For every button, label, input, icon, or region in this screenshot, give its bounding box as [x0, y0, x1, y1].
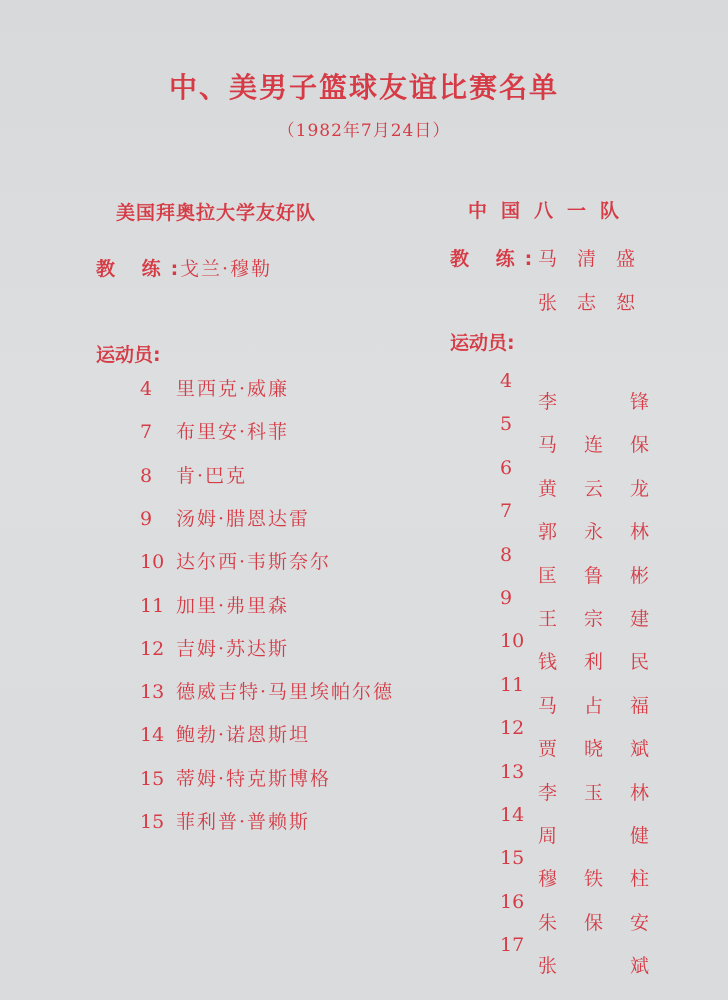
right-team-name: 中国八一队: [468, 200, 634, 222]
player-number: 7: [140, 421, 153, 444]
name-character: 柱: [630, 868, 650, 891]
player-number: 8: [140, 464, 153, 487]
player-row: [500, 673, 678, 717]
name-character: 保: [584, 911, 604, 934]
player-row: [140, 764, 331, 791]
player-number: 8: [500, 543, 513, 566]
name-character: 连: [584, 434, 604, 457]
right-coach-name: 马清盛: [538, 248, 656, 270]
player-number: 12: [500, 717, 525, 740]
player-row: [140, 374, 289, 401]
player-number: 13: [140, 681, 165, 704]
player-number: 9: [500, 587, 513, 609]
name-character: 利: [584, 651, 604, 674]
player-name: 里西克·威廉: [176, 378, 290, 400]
name-character: 马: [538, 434, 558, 457]
name-character: 晓: [584, 738, 604, 761]
name-character: 斌: [630, 738, 650, 761]
player-name: 吉姆·苏达斯: [176, 637, 290, 660]
player-row: [500, 587, 678, 630]
player-number: 10: [140, 551, 165, 574]
name-character: 周: [538, 825, 558, 847]
left-coach-label: 教 练:: [96, 258, 189, 280]
document-title: 中、美男子篮球友谊比赛名单: [168, 71, 559, 104]
name-character: 福: [630, 694, 650, 717]
name-character: 安: [630, 911, 650, 934]
player-row: [500, 413, 678, 457]
right-players-label: 运动员:: [450, 332, 515, 354]
player-row: [500, 760, 678, 804]
player-name: 加里·弗里森: [176, 594, 290, 617]
left-players-label: 运动员:: [96, 344, 161, 366]
player-name: 肯·巴克: [176, 464, 248, 487]
player-number: 15: [140, 767, 165, 790]
player-number: 13: [500, 760, 525, 783]
name-character: 李: [538, 391, 558, 413]
name-character: 宗: [584, 608, 604, 630]
player-name: 达尔西·韦斯奈尔: [176, 551, 332, 574]
player-number: 17: [500, 934, 525, 957]
player-number: 5: [500, 413, 513, 436]
name-character: 龙: [630, 477, 650, 500]
player-row: [500, 717, 678, 761]
player-number: 15: [140, 811, 165, 833]
name-character: 玉: [584, 781, 604, 804]
name-character: 匡: [538, 564, 558, 587]
name-character: 永: [584, 521, 604, 544]
player-row: [140, 591, 289, 618]
document-date: （1982年7月24日）: [277, 121, 451, 141]
left-coach-name: 戈兰·穆勒: [180, 258, 273, 280]
name-character: 黄: [538, 477, 558, 500]
player-row: [500, 890, 678, 934]
name-character: 斌: [630, 955, 650, 978]
name-character: 朱: [538, 911, 558, 934]
player-number: 4: [500, 370, 513, 392]
name-character: 保: [630, 434, 650, 457]
name-character: 王: [538, 608, 558, 630]
name-character: 贾: [538, 738, 558, 761]
right-coach-label: 教 练:: [450, 248, 543, 270]
player-number: 14: [500, 804, 525, 826]
left-team-name: 美国拜奥拉大学友好队: [116, 202, 317, 224]
name-character: 钱: [538, 651, 558, 674]
name-character: 林: [630, 521, 650, 544]
player-name: 汤姆·腊恩达雷: [176, 507, 311, 530]
player-name: 鲍勃·诺恩斯坦: [176, 724, 311, 747]
player-row: [500, 500, 678, 544]
name-character: 建: [630, 608, 650, 630]
player-name: 布里安·科菲: [176, 421, 290, 444]
name-character: 锋: [630, 391, 650, 413]
name-character: 鲁: [584, 564, 604, 587]
player-number: 12: [140, 637, 165, 660]
player-number: 15: [500, 847, 525, 870]
player-number: 16: [500, 890, 525, 913]
player-row: [500, 456, 678, 500]
player-number: 4: [140, 378, 153, 400]
player-number: 11: [500, 673, 525, 696]
player-number: 6: [500, 456, 513, 479]
name-character: 郭: [538, 521, 558, 544]
name-character: 马: [538, 694, 558, 717]
player-name: 蒂姆·特克斯博格: [176, 767, 332, 790]
name-character: 健: [630, 825, 650, 847]
player-row: [140, 504, 310, 531]
player-row: [500, 804, 678, 847]
player-row: [140, 720, 310, 747]
player-row: [500, 630, 678, 674]
player-row: [500, 847, 678, 891]
name-character: 铁: [584, 868, 604, 891]
player-row: [140, 417, 289, 444]
right-coach-name: 张志恕: [538, 292, 656, 314]
name-character: 林: [630, 781, 650, 804]
player-row: [140, 634, 289, 661]
player-number: 9: [140, 507, 153, 530]
player-number: 10: [500, 630, 525, 653]
player-row: [140, 461, 247, 488]
player-number: 14: [140, 724, 165, 747]
player-row: [500, 370, 678, 413]
player-name: 菲利普·普赖斯: [176, 811, 311, 833]
name-character: 云: [584, 477, 604, 500]
name-character: 穆: [538, 868, 558, 891]
name-character: 李: [538, 781, 558, 804]
player-row: [140, 547, 331, 574]
player-number: 7: [500, 500, 513, 523]
player-row: [500, 543, 678, 587]
name-character: 占: [584, 694, 604, 717]
name-character: 彬: [630, 564, 650, 587]
player-number: 11: [140, 594, 165, 617]
player-row: [140, 807, 310, 834]
player-row: [140, 677, 394, 704]
player-name: 德威吉特·马里埃帕尔德: [176, 681, 395, 704]
player-row: [500, 934, 678, 978]
name-character: 张: [538, 955, 558, 978]
name-character: 民: [630, 651, 650, 674]
